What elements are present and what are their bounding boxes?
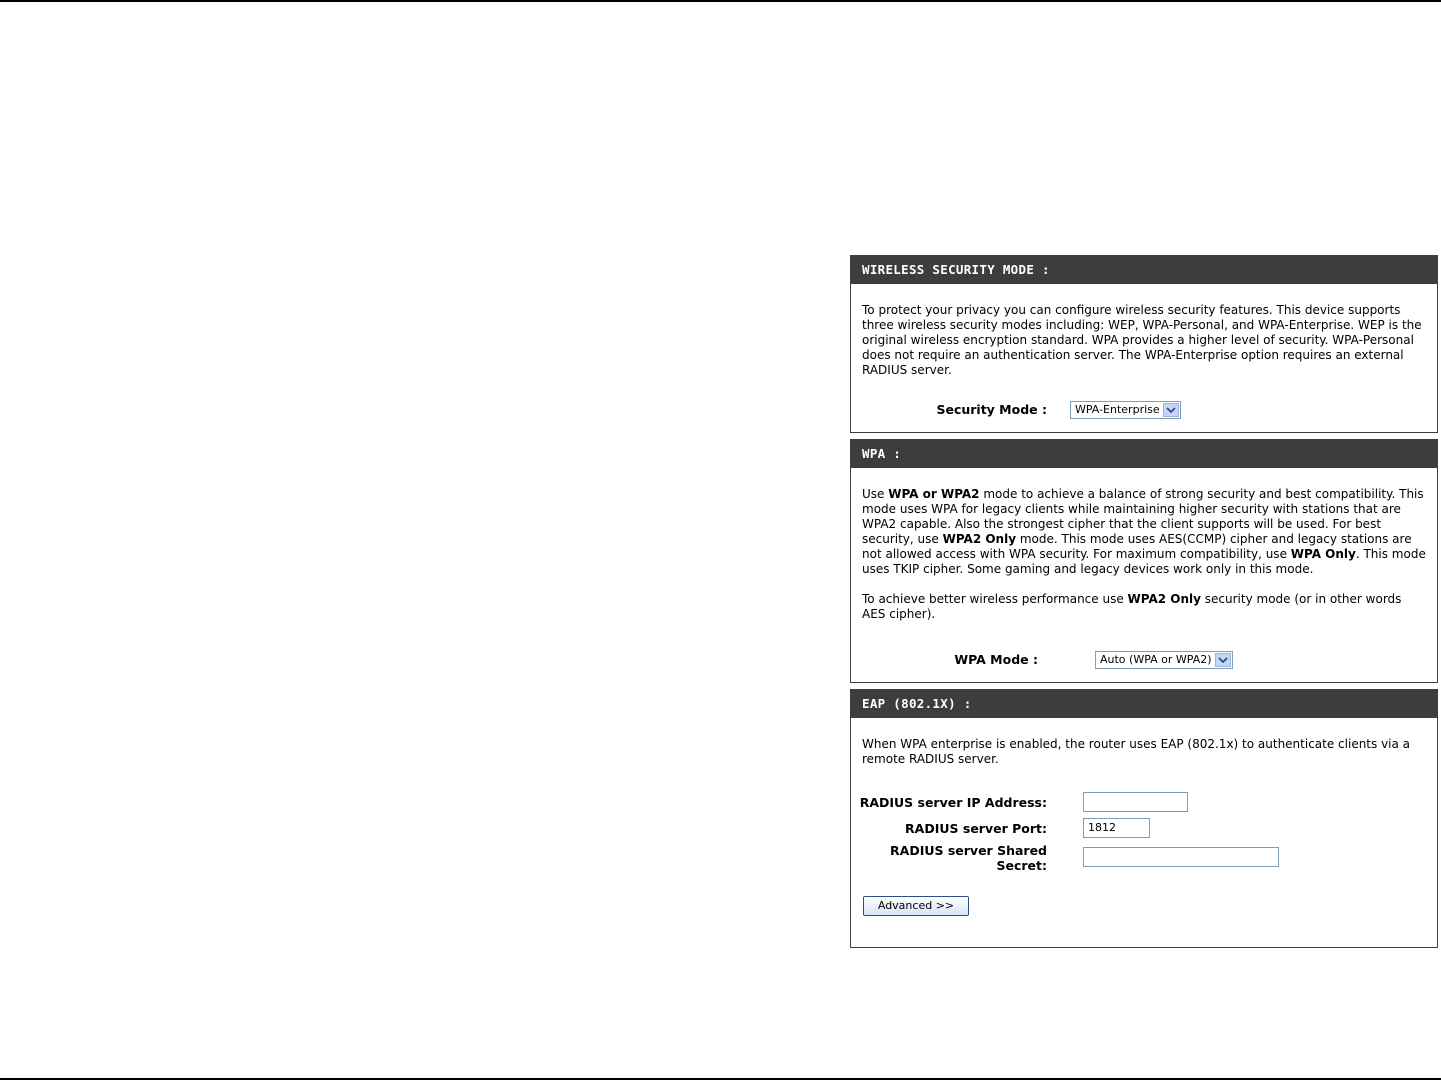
security-mode-value: WPA-Enterprise [1075,403,1160,416]
wpa-mode-label: WPA Mode : [954,652,1038,667]
wpa-performance-note: To achieve better wireless performance use WPA2 Only security mode (or in other words AES cipher). [862,592,1402,621]
security-mode-select[interactable] [1070,401,1181,419]
radius-secret-label: RADIUS server Shared Secret: [890,843,1047,873]
eap-description: When WPA enterprise is enabled, the router uses EAP (802.1x) to authenticate clients via a remote RADIUS server. [862,737,1411,766]
radius-secret-input[interactable] [1083,847,1279,867]
eap-panel [850,689,1438,948]
eap-header: EAP (802.1X) : [851,690,1437,718]
wpa-mode-value: Auto (WPA or WPA2) [1100,653,1212,666]
wpa-description: Use WPA or WPA2 mode to achieve a balance of strong security and best compatibility. This mode uses WPA for legacy clients while maintaining higher security with stations that are WPA2 capable. Also the strongest cipher that the client supports will be used. For best security, use WPA2 Only mode. This mode uses AES(CCMP) cipher and legacy stations are not allowed access with WPA security. For maximum compatibility, use WPA Only. This mode uses TKIP cipher. Some gaming and legacy devices work only in this mode. [862,487,1426,576]
radius-ip-input[interactable] [1083,792,1188,812]
radius-port-label: RADIUS server Port: [905,821,1047,836]
wireless-security-mode-header: WIRELESS SECURITY MODE : [851,256,1437,284]
radius-ip-label: RADIUS server IP Address: [859,795,1047,810]
top-rule [0,0,1441,2]
wpa-header: WPA : [851,440,1437,468]
chevron-down-icon[interactable] [1163,403,1179,417]
wireless-security-mode-panel [850,255,1438,433]
wireless-security-description: To protect your privacy you can configure wireless security features. This device supports three wireless security modes including: WEP, WPA-Personal, and WPA-Enterprise. WEP is the original wireless encryption standard. WPA provides a higher level of security. WPA-Personal does not require an authentication server. The WPA-Enterprise option requires an external RADIUS server. [862,303,1422,377]
advanced-button[interactable]: Advanced >> [863,896,969,916]
chevron-down-icon[interactable] [1215,653,1231,667]
radius-port-input[interactable]: 1812 [1083,818,1150,838]
wpa-panel [850,439,1438,683]
bottom-rule [0,1078,1441,1080]
security-mode-label: Security Mode : [936,402,1047,417]
wpa-mode-select[interactable] [1095,651,1233,669]
